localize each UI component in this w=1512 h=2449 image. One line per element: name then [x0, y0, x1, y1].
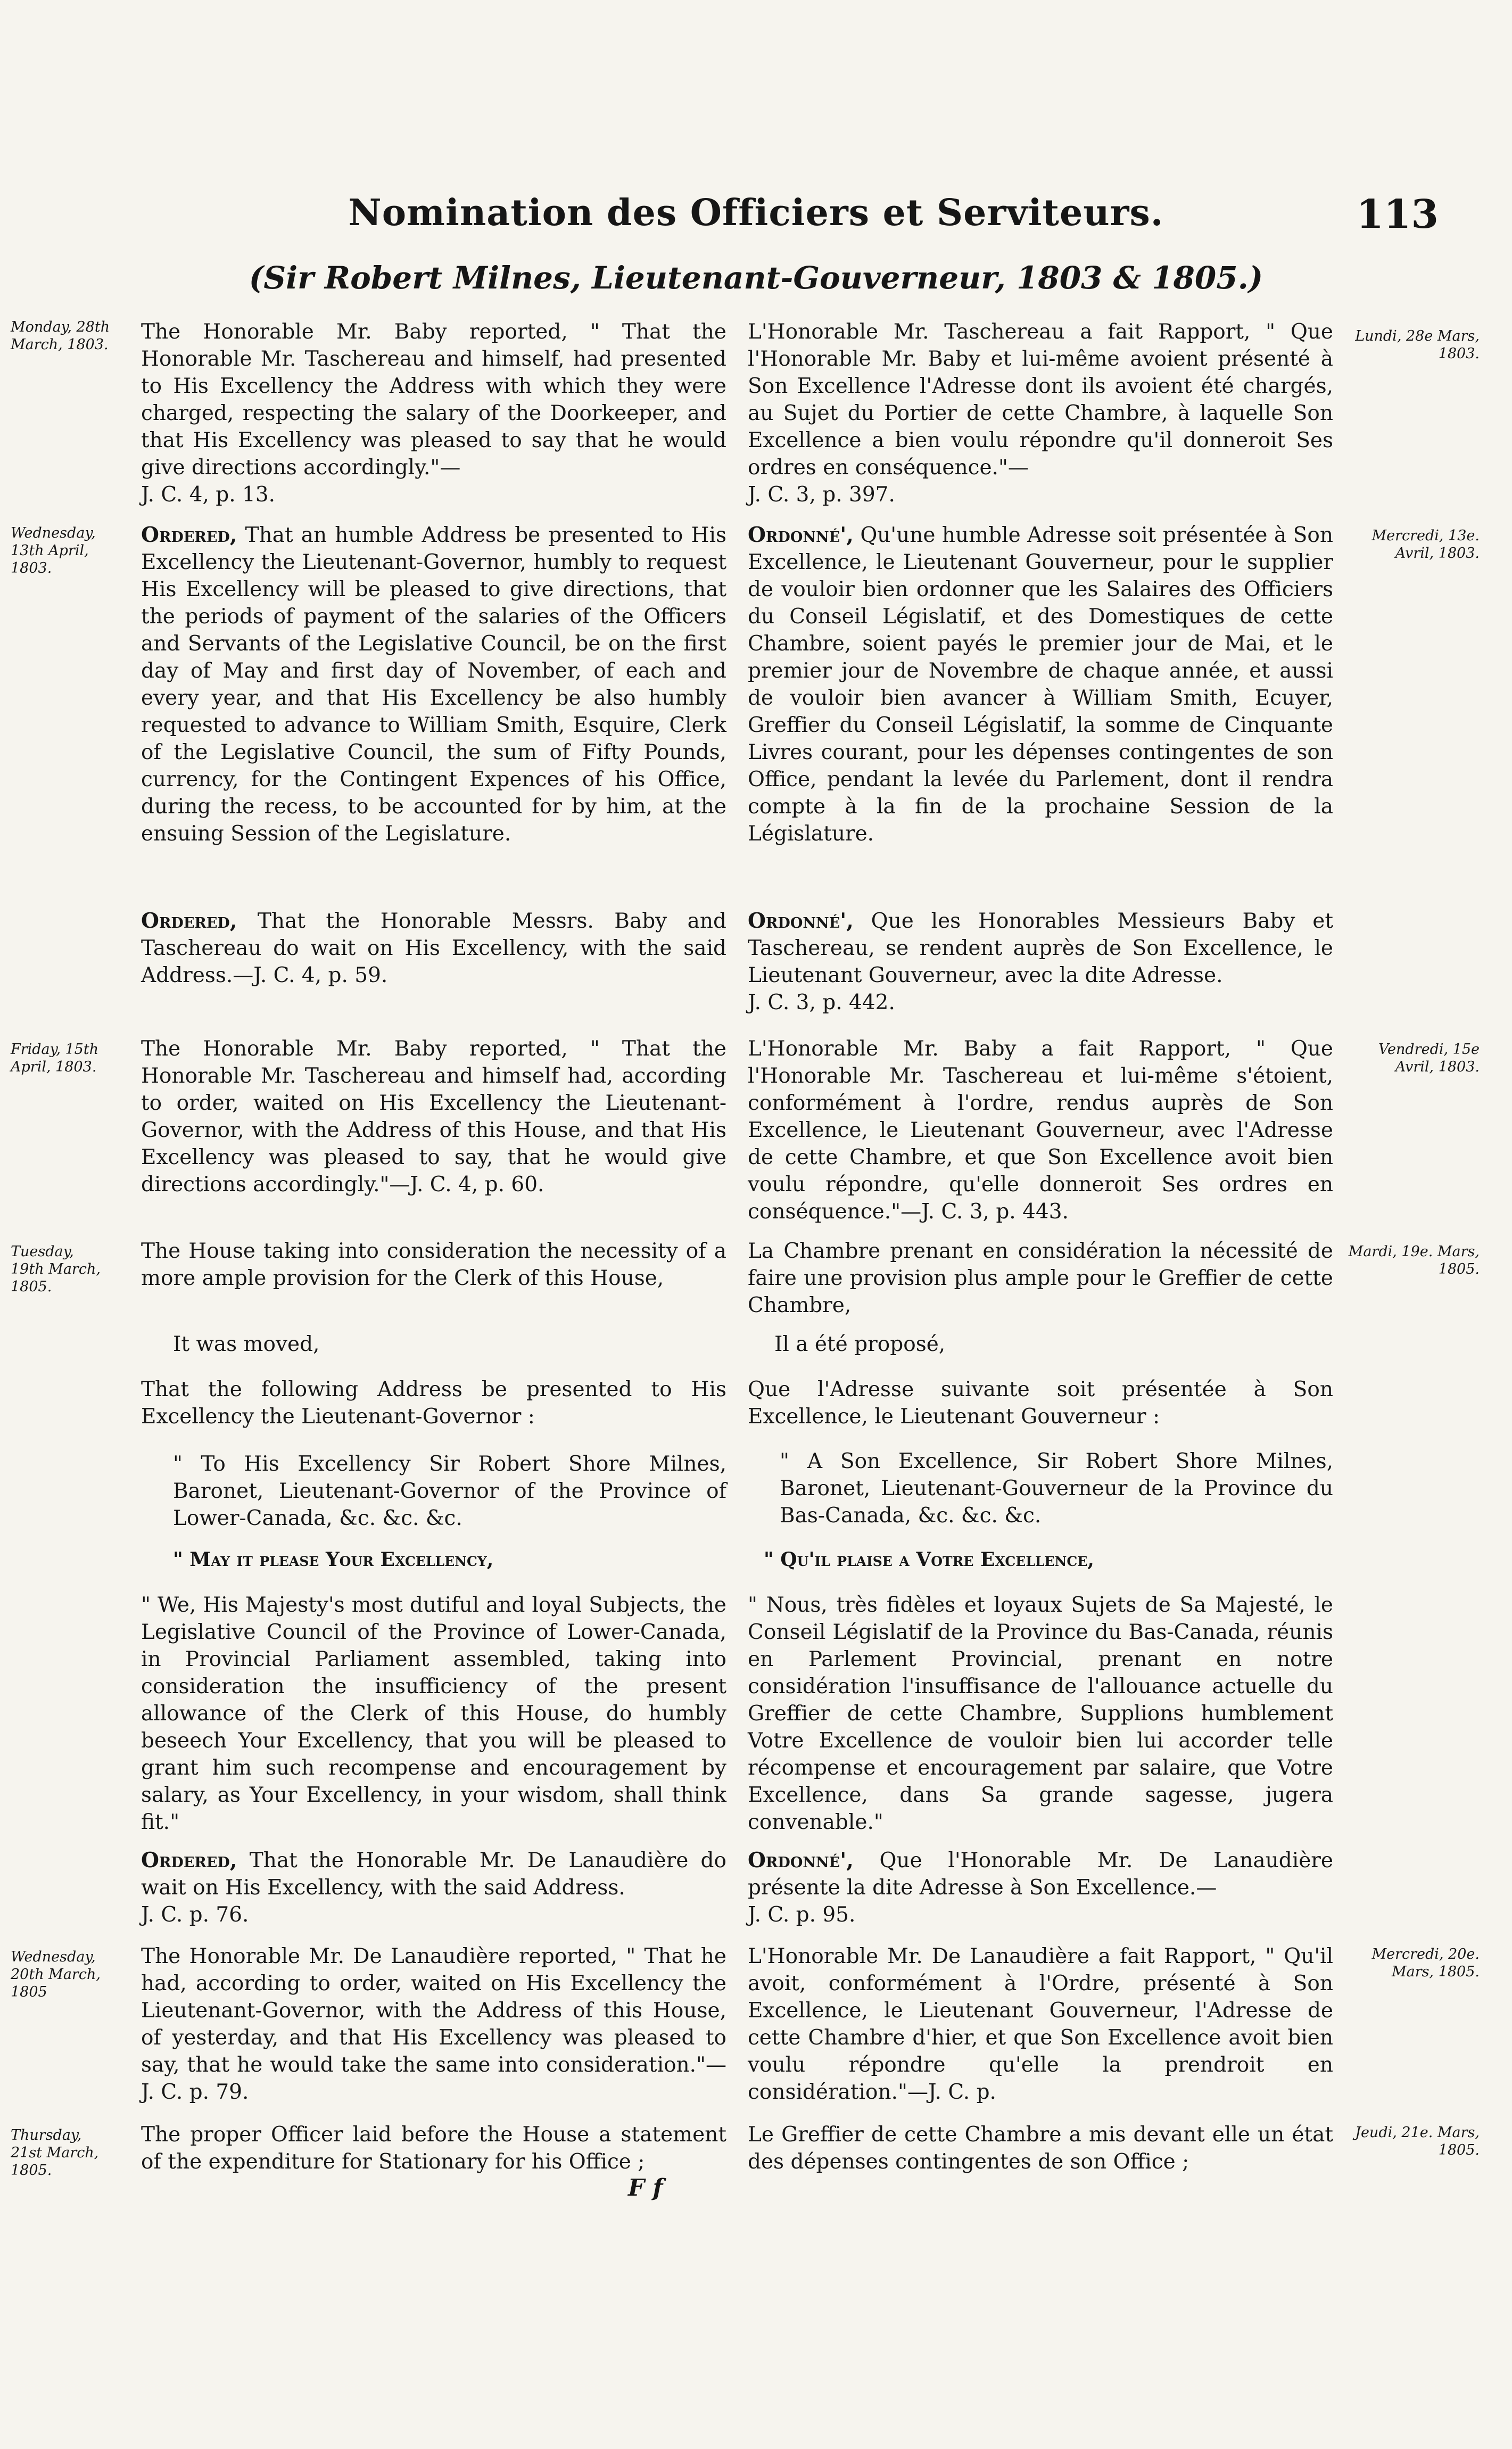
- entry-fr: [748, 318, 1333, 508]
- journal-reference: J. C. 3, p. 397.: [748, 483, 895, 507]
- margin-date-fr: Mercredi, 13e. Avril, 1803.: [1371, 527, 1480, 562]
- entry-en: [141, 522, 726, 847]
- entry-fr: [748, 1035, 1333, 1225]
- entry-en: [141, 1238, 726, 1292]
- ordered-label: Ordered,: [141, 523, 237, 547]
- margin-date-en: Thursday, 21st March, 1805.: [11, 2127, 99, 2179]
- margin-date-fr: Vendredi, 15e Avril, 1803.: [1378, 1041, 1480, 1075]
- paragraph: It was moved,: [173, 1332, 320, 1356]
- entry-fr: [748, 2121, 1333, 2175]
- ordered-label: Ordered,: [141, 1848, 237, 1873]
- entry-fr: [748, 1238, 1333, 1319]
- entry-en: [141, 1943, 726, 2106]
- paragraph: L'Honorable Mr. Taschereau a fait Rapport, " Que l'Honorable Mr. Baby et lui-même avoient présenté à Son Excellence l'Adresse dont ils avoient été chargés, au Sujet du Portier de cette Chambre, à laquelle Son Excellence a bien voulu répondre qu'il donneroit Ses ordres en conséquence."—: [748, 320, 1333, 480]
- entry-fr: [748, 1943, 1333, 2106]
- paragraph: The Honorable Mr. Baby reported, " That the Honorable Mr. Taschereau and himself, had presented to His Excellency the Address with which they were charged, respecting the salary of the Doorkeeper, and that His Excellency was pleased to say that he would give directions accordingly."—: [141, 320, 726, 480]
- entry-en: [141, 1035, 726, 1198]
- paragraph: " To His Excellency Sir Robert Shore Milnes, Baronet, Lieutenant-Governor of the Province of Lower-Canada, &c. &c. &c.: [173, 1452, 726, 1530]
- page-subtitle: (Sir Robert Milnes, Lieutenant-Gouverneur, 1803 & 1805.): [249, 260, 1263, 296]
- entry-en: [141, 908, 726, 989]
- entry-fr: [748, 1331, 1333, 1358]
- entry-en: [141, 1450, 726, 1532]
- ordered-label: Ordonné',: [748, 1848, 854, 1873]
- paragraph: The Honorable Mr. Baby reported, " That the Honorable Mr. Taschereau and himself had, according to order, waited on His Excellency the Lieutenant-Governor, with the Address of this House, and that His Excellency was pleased to say, that he would give directions accordingly."—J. C. 4, p. 60.: [141, 1037, 726, 1197]
- paragraph: Que l'Adresse suivante soit présentée à Son Excellence, le Lieutenant Gouverneur :: [748, 1378, 1333, 1429]
- ordered-label: Ordered,: [141, 909, 237, 933]
- paragraph: Il a été proposé,: [774, 1332, 946, 1356]
- paragraph: Le Greffier de cette Chambre a mis devant elle un état des dépenses contingentes de son Office ;: [748, 2123, 1333, 2174]
- paragraph: L'Honorable Mr. Baby a fait Rapport, " Que l'Honorable Mr. Taschereau et lui-même s'étoient, conformément à l'ordre, rendus auprès de Son Excellence, le Lieutenant Gouverneur, avec l'Adresse de cette Chambre, et que Son Excellence avoit bien voulu répondre, qu'elle donneroit Ses ordres en conséquence."—J. C. 3, p. 443.: [748, 1037, 1333, 1224]
- paragraph: Ordered, That the Honorable Messrs. Baby and Taschereau do wait on His Excellency, with the said Address.—J. C. 4, p. 59.: [141, 909, 726, 987]
- journal-reference: J. C. p. 76.: [141, 1903, 249, 1927]
- entry-fr: [748, 908, 1333, 1016]
- margin-date-fr: Mercredi, 20e. Mars, 1805.: [1371, 1946, 1480, 1980]
- margin-date-fr: Mardi, 19e. Mars, 1805.: [1348, 1243, 1480, 1277]
- paragraph: The proper Officer laid before the House a statement of the expenditure for Stationary for his Office ;: [141, 2123, 726, 2174]
- entry-fr: [748, 1546, 1333, 1573]
- paragraph: Ordonné', Que l'Honorable Mr. De Lanaudière présente la dite Adresse à Son Excellence.—: [748, 1848, 1333, 1900]
- paragraph: " A Son Excellence, Sir Robert Shore Milnes, Baronet, Lieutenant-Gouverneur de la Province du Bas-Canada, &c. &c. &c.: [780, 1449, 1333, 1528]
- paragraph: " Qu'il plaise a Votre Excellence,: [764, 1548, 1094, 1571]
- paragraph: " May it please Your Excellency,: [173, 1548, 494, 1571]
- paragraph: " Nous, très fidèles et loyaux Sujets de Sa Majesté, le Conseil Législatif de la Province du Bas-Canada, réunis en Parlement Provincial, prenant en notre considération l'insuffisance de l'allouance actuelle du Greffier de cette Chambre, Supplions humblement Votre Excellence de vouloir bien lui accorder telle récompense et encouragement par salaire, que Votre Excellence, dans Sa grande sagesse, jugera convenable.": [748, 1593, 1333, 1834]
- paragraph: Ordered, That the Honorable Mr. De Lanaudière do wait on His Excellency, with the said Address.: [141, 1848, 726, 1900]
- paragraph: La Chambre prenant en considération la nécessité de faire une provision plus ample pour le Greffier de cette Chambre,: [748, 1239, 1333, 1317]
- paragraph: The Honorable Mr. De Lanaudière reported, " That he had, according to order, waited on His Excellency the Lieutenant-Governor, with the Address of this House, of yesterday, and that His Excellency was pleased to say, that he would take the same into consideration."—J. C. p. 79.: [141, 1944, 726, 2104]
- entry-en: [141, 1546, 726, 1573]
- page-number: 113: [1356, 192, 1439, 237]
- margin-date-en: Monday, 28th March, 1803.: [11, 319, 110, 353]
- margin-date-en: Tuesday, 19th March, 1805.: [11, 1243, 101, 1295]
- page-title: Nomination des Officiers et Serviteurs.: [348, 192, 1164, 234]
- margin-date-fr: Lundi, 28e Mars, 1803.: [1355, 328, 1480, 362]
- ordered-label: Ordonné',: [748, 523, 854, 547]
- journal-reference: J. C. p. 95.: [748, 1903, 856, 1927]
- ordered-label: Ordonné',: [748, 909, 854, 933]
- entry-fr: [748, 1376, 1333, 1430]
- entry-en: [141, 1847, 726, 1928]
- paragraph: Ordered, That an humble Address be presented to His Excellency the Lieutenant-Governor, humbly to request His Excellency will be pleased to give directions, that the periods of payment of the salaries of the Officers and Servants of the Legislative Council, be on the first day of May and first day of November, of each and every year, and that His Excellency be also humbly requested to advance to William Smith, Esquire, Clerk of the Legislative Council, the sum of Fifty Pounds, currency, for the Contingent Expences of his Office, during the recess, to be accounted for by him, at the ensuing Session of the Legislature.: [141, 523, 726, 846]
- entry-en: [141, 1592, 726, 1836]
- entry-fr: [748, 522, 1333, 847]
- margin-date-en: Wednesday, 13th April, 1803.: [11, 525, 96, 576]
- paragraph: " We, His Majesty's most dutiful and loyal Subjects, the Legislative Council of the Province of Lower-Canada, in Provincial Parliament assembled, taking into consideration the insufficiency of the present allowance of the Clerk of this House, do humbly beseech Your Excellency, that you will be pleased to grant him such recompense and encouragement by salary, as Your Excellency, in your wisdom, shall think fit.": [141, 1593, 726, 1834]
- margin-date-en: Friday, 15th April, 1803.: [11, 1041, 99, 1075]
- entry-en: [141, 1376, 726, 1430]
- paragraph: Ordonné', Qu'une humble Adresse soit présentée à Son Excellence, le Lieutenant Gouverneur, pour le supplier de vouloir bien ordonner que les Salaires des Officiers du Conseil Législatif, et des Domestiques de cette Chambre, soient payés le premier jour de Mai, et le premier jour de Novembre de chaque année, et aussi de vouloir bien avancer à William Smith, Ecuyer, Greffier du Conseil Législatif, la somme de Cinquante Livres courant, pour les dépenses contingentes de son Office, pendant la levée du Parlement, dont il rendra compte à la fin de la prochaine Session de la Législature.: [748, 523, 1333, 846]
- entry-fr: [748, 1847, 1333, 1928]
- entry-fr: [748, 1448, 1333, 1529]
- entry-en: [141, 318, 726, 508]
- journal-reference: J. C. 3, p. 442.: [748, 991, 895, 1015]
- margin-date-en: Wednesday, 20th March, 1805: [11, 1949, 101, 2000]
- entry-fr: [748, 1592, 1333, 1836]
- signature-mark: F f: [628, 2174, 663, 2201]
- paragraph: That the following Address be presented to His Excellency the Lieutenant-Governor :: [141, 1378, 726, 1429]
- paragraph: Ordonné', Que les Honorables Messieurs Baby et Taschereau, se rendent auprès de Son Excellence, le Lieutenant Gouverneur, avec la dite Adresse.: [748, 909, 1333, 987]
- entry-en: [141, 2121, 726, 2175]
- entry-en: [141, 1331, 726, 1358]
- paragraph: The House taking into consideration the necessity of a more ample provision for the Clerk of this House,: [141, 1239, 726, 1290]
- journal-reference: J. C. 4, p. 13.: [141, 483, 276, 507]
- page-header: [0, 192, 1512, 250]
- paragraph: L'Honorable Mr. De Lanaudière a fait Rapport, " Qu'il avoit, conformément à l'Ordre, présenté à Son Excellence, le Lieutenant Gouverneur, l'Adresse de cette Chambre d'hier, et que Son Excellence avoit bien voulu répondre qu'elle la prendroit en considération."—J. C. p.: [748, 1944, 1333, 2104]
- margin-date-fr: Jeudi, 21e. Mars, 1805.: [1355, 2124, 1480, 2158]
